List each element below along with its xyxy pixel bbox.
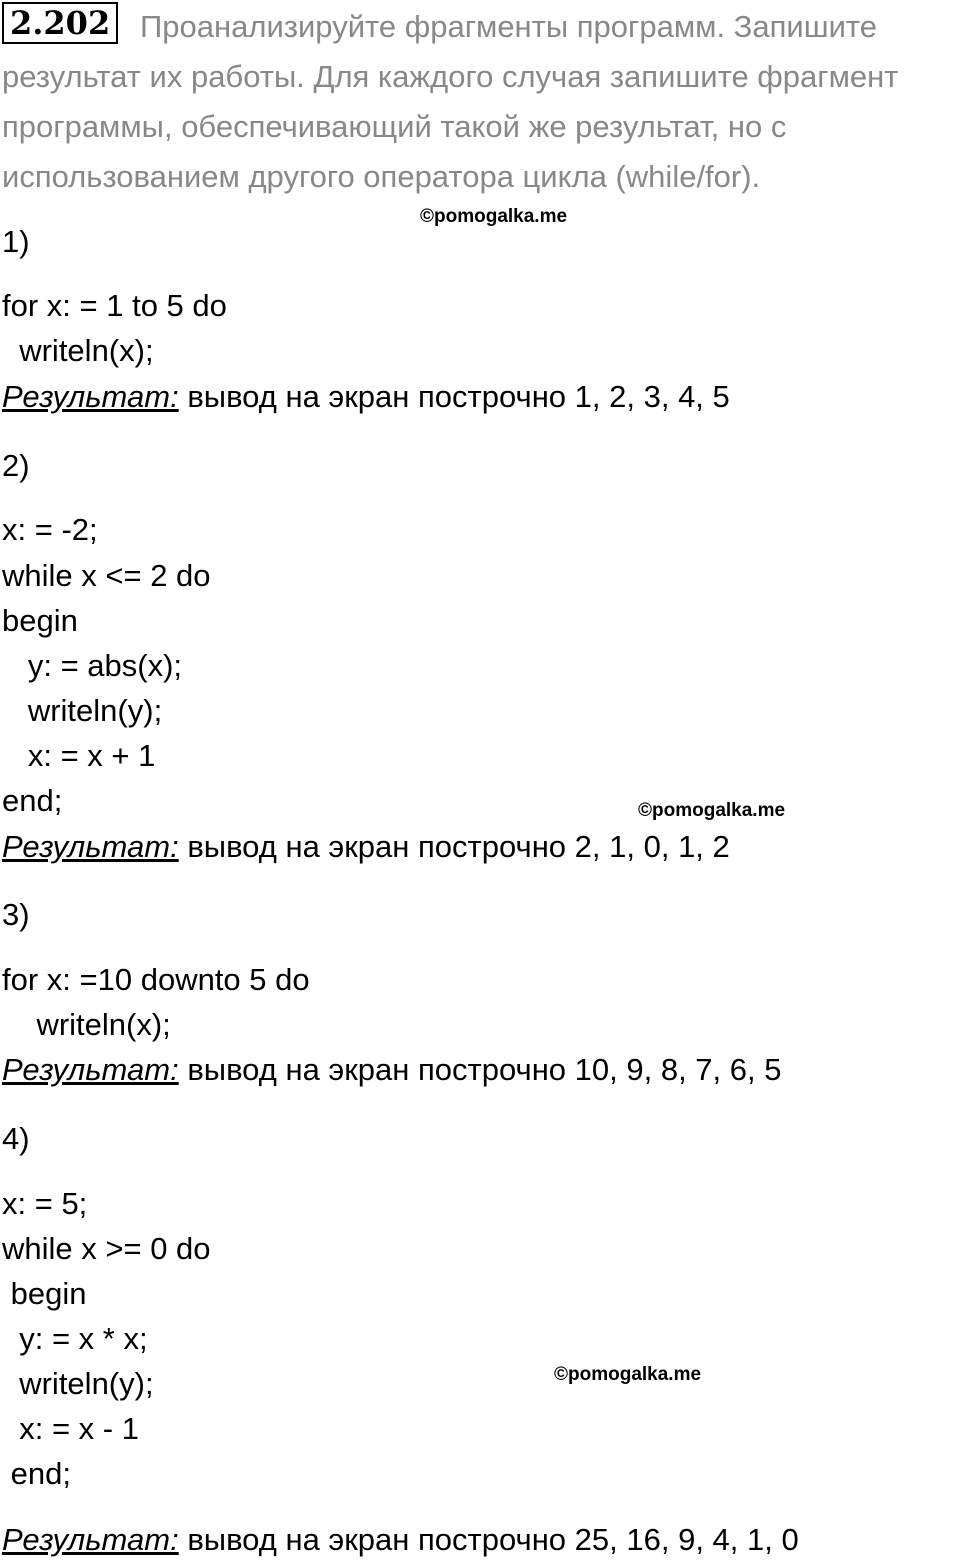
result-line: [2, 1050, 781, 1090]
code-line: writeln(x);: [2, 333, 154, 368]
result-label: Результат:: [2, 1052, 179, 1087]
code-line: end;: [2, 1456, 71, 1491]
code-line: for x: =10 downto 5 do: [2, 962, 310, 997]
code-line: x: = x - 1: [2, 1411, 139, 1446]
code-line: for x: = 1 to 5 do: [2, 288, 227, 323]
result-text: вывод на экран построчно 10, 9, 8, 7, 6, 5: [178, 1052, 782, 1087]
code-line: x: = x + 1: [2, 738, 156, 773]
code-line: writeln(y);: [2, 693, 163, 728]
task-text: Проанализируйте фрагменты программ. Запишите результат их работы. Для каждого случая запишите фрагмент программы, обеспечивающий такой же результат, но с использованием другого оператора цикла (while/for).: [2, 9, 899, 194]
result-label: Результат:: [2, 829, 179, 864]
item-label: 1): [2, 224, 30, 259]
result-label: Результат:: [2, 379, 179, 414]
item-label: 3): [2, 897, 30, 932]
code-line: y: = x * x;: [2, 1321, 148, 1356]
task-number: 2.202: [2, 2, 118, 44]
result-label: Результат:: [2, 1522, 179, 1557]
result-text: вывод на экран построчно 2, 1, 0, 1, 2: [178, 829, 730, 864]
code-line: begin: [2, 1276, 87, 1311]
code-line: writeln(y);: [2, 1366, 154, 1401]
item-label: 2): [2, 448, 30, 483]
code-line: y: = abs(x);: [2, 648, 183, 683]
watermark: ©pomogalka.me: [554, 1364, 702, 1385]
result-line: [2, 1520, 799, 1560]
result-line: [2, 827, 730, 867]
code-line: writeln(x);: [2, 1007, 171, 1042]
result-line: [2, 377, 730, 417]
result-text: вывод на экран построчно 25, 16, 9, 4, 1, 0: [178, 1522, 799, 1557]
code-line: x: = -2;: [2, 512, 98, 547]
watermark: ©pomogalka.me: [638, 800, 786, 821]
item-label: 4): [2, 1121, 30, 1156]
code-line: while x >= 0 do: [2, 1231, 211, 1266]
code-line: end;: [2, 783, 63, 818]
result-text: вывод на экран построчно 1, 2, 3, 4, 5: [178, 379, 730, 414]
code-line: begin: [2, 603, 78, 638]
watermark: ©pomogalka.me: [420, 206, 568, 227]
code-line: x: = 5;: [2, 1186, 88, 1221]
code-line: while x <= 2 do: [2, 558, 211, 593]
